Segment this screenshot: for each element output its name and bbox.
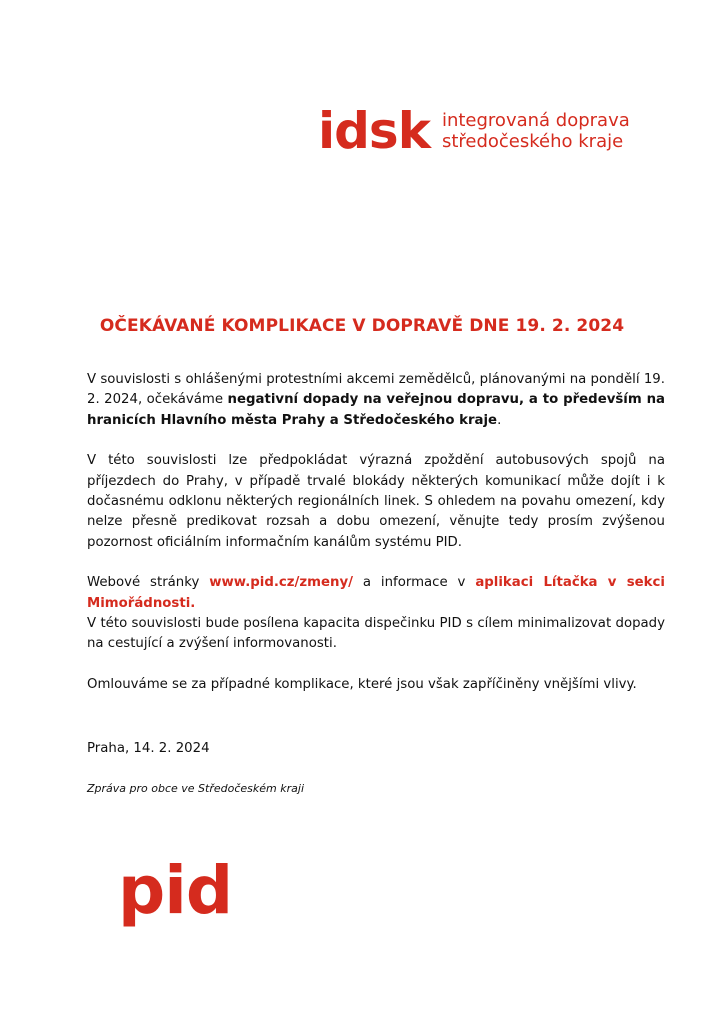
paragraph-intro-start: V souvislosti s ohlášenými protestními akcemi zemědělců, plánovanými na pondělí 19. 2. 2024, očekáváme (87, 372, 665, 408)
paragraph-web-start: Webové stránky (87, 575, 210, 591)
paragraph-intro-bold: negativní dopady na veřejnou dopravu, a to především na hranicích Hlavního města Prahy a Středočeského kraje (87, 392, 666, 428)
footnote: Zpráva pro obce ve Středočeském kraji (87, 782, 304, 795)
document-body (87, 370, 665, 695)
paragraph-intro-end: . (497, 412, 502, 428)
idsk-logo-text (442, 110, 630, 152)
page-title: OČEKÁVANÉ KOMPLIKACE V DOPRAVĚ DNE 19. 2. 2024 (99, 316, 625, 336)
paragraph-web-mid: a informace v (353, 575, 476, 591)
pid-logo: pid (118, 852, 233, 929)
paragraph-intro (87, 370, 665, 431)
pid-zmeny-link[interactable]: www.pid.cz/zmeny/ (209, 575, 353, 591)
paragraph-apology: Omlouváme se za případné komplikace, které jsou však zapříčiněny vnějšími vlivy. (87, 676, 637, 692)
idsk-logo-line1: integrovaná doprava (441, 110, 630, 131)
litacka-app-reference: aplikaci Lítačka v sekci Mimořádnosti. (87, 575, 665, 611)
paragraph-delays: V této souvislosti lze předpokládat výrazná zpoždění autobusových spojů na příjezdech do Prahy, v případě trvalé blokády některých komunikací může dojít i k dočasnému odklonu některých regionálních linek. S ohledem na povahu omezení, kdy nelze přesně predikovat rozsah a dobu omezení, věnujte tedy prosím zvýšenou pozornost oficiálním informačním kanálům systému PID. (87, 453, 665, 550)
paragraph-web (87, 573, 665, 614)
idsk-logo-line2: středočeského kraje (441, 131, 624, 152)
idsk-logo (318, 102, 630, 160)
idsk-logo-mark: idsk (318, 102, 430, 160)
date-line: Praha, 14. 2. 2024 (87, 741, 210, 756)
paragraph-dispatch: V této souvislosti bude posílena kapacita dispečinku PID s cílem minimalizovat dopady na cestující a zvýšení informovanosti. (87, 616, 665, 652)
